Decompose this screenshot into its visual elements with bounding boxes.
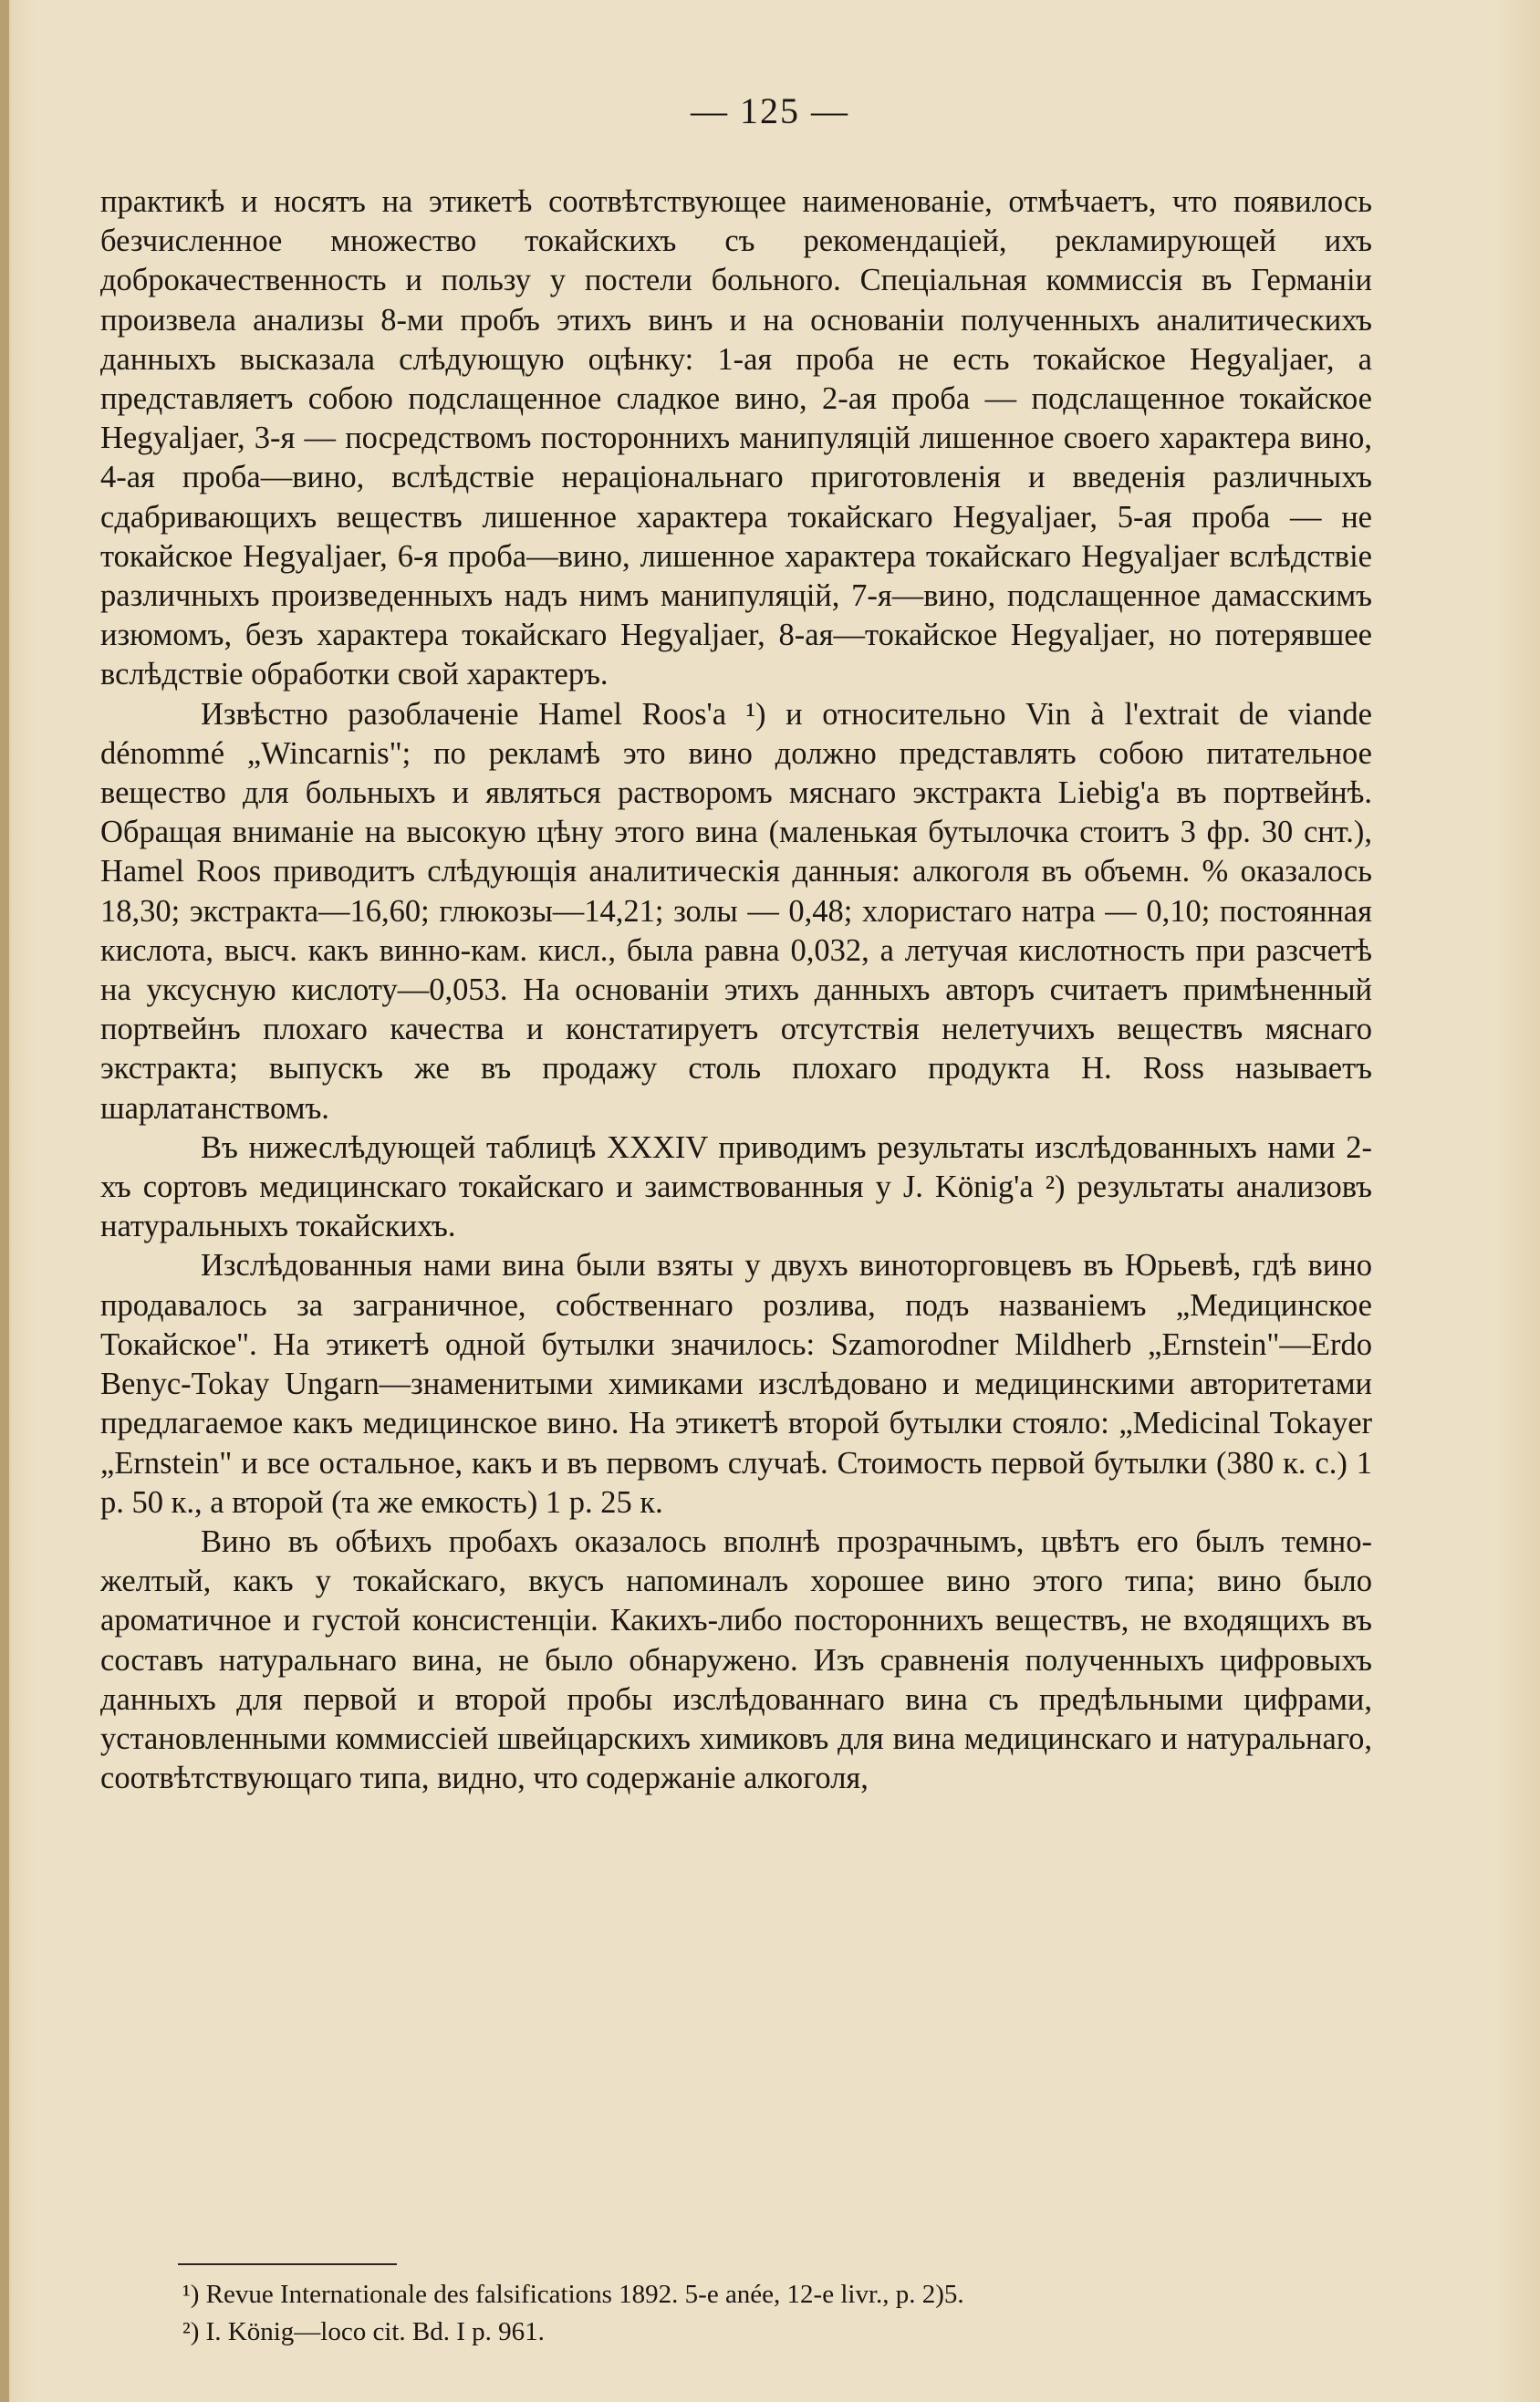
paragraph-results: Вино въ обѣихъ пробахъ оказалось вполнѣ прозрачнымъ, цвѣтъ его былъ темно-желтый, какъ у токайскаго, вкусъ напоминалъ хорошее вино этого типа; вино было ароматичное и густой консистенціи. Какихъ-либо постороннихъ веществъ, не входящихъ въ составъ натуральнаго вина, не было обнаружено. Изъ сравненія полученныхъ цифровыхъ данныхъ для первой и второй пробы изслѣдованнаго вина съ предѣльными цифрами, установленными коммиссіей швейцарскихъ химиковъ для вина медицинскаго и натуральнаго, соотвѣтствующаго типа, видно, что содержаніе алкоголя, [100, 1523, 1372, 1796]
main-text [100, 182, 1372, 1798]
paragraph-hamel-roos: Извѣстно разоблаченіе Hamel Roos'а ¹) и относительно Vin à l'extrait de viande dénommé „Wincarnis"; по рекламѣ это вино должно представлять собою питательное вещество для больныхъ и являться растворомъ мяснаго экстракта Liebig'а въ портвейнѣ. Обращая вниманіе на высокую цѣну этого вина (маленькая бутылочка стоитъ 3 фр. 30 снт.), Hamel Roos приводитъ слѣдующія аналитическія данныя: алкоголя въ объемн. % оказалось 18,30; экстракта—16,60; глюкозы—14,21; золы — 0,48; хлористаго натра — 0,10; постоянная кислота, высч. какъ винно-кам. кисл., была равна 0,032, а летучая кислотность при разсчетѣ на уксусную кислоту—0,053. На основаніи этихъ данныхъ авторъ считаетъ примѣненный портвейнъ плохаго качества и констатируетъ отсутствія нелетучихъ веществъ мяснаго экстракта; выпускъ же въ продажу столь плохаго продукта H. Ross называетъ шарлатанствомъ. [100, 696, 1372, 1126]
footnotes [182, 2276, 1368, 2351]
page-binding-edge [0, 0, 9, 2402]
paragraph-table-reference: Въ нижеслѣдующей таблицѣ XXXIV приводимъ результаты изслѣдованныхъ нами 2-хъ сортовъ медицинскаго токайскаго и заимствованныя у J. König'а ²) результаты анализовъ натуральныхъ токайскихъ. [100, 1129, 1372, 1244]
footnote-divider [178, 2263, 397, 2265]
footnote-1: ¹) Revue Internationale des falsifications 1892. 5-e anée, 12-e livr., p. 2)5. [182, 2280, 964, 2309]
footnote-2: ²) I. König—loco cit. Bd. I p. 961. [182, 2317, 545, 2346]
paragraph-continuation: практикѣ и носятъ на этикетѣ соотвѣтствующее наименованіе, отмѣчаетъ, что появилось безчисленное множество токайскихъ съ рекомендаціей, рекламирующей ихъ доброкачественность и пользу у постели больного. Спеціальная коммиссія въ Германіи произвела анализы 8-ми пробъ этихъ винъ и на основаніи полученныхъ аналитическихъ данныхъ высказала слѣдующую оцѣнку: 1-ая проба не есть токайское Hegyaljaer, а представляетъ собою подслащенное сладкое вино, 2-ая проба — подслащенное токайское Hegyaljaer, 3-я — посредствомъ постороннихъ манипуляцій лишенное своего характера вино, 4-ая проба—вино, вслѣдствіе нераціональнаго приготовленія и введенія различныхъ сдабривающихъ веществъ лишенное характера токайскаго Hegyaljaer, 5-ая проба — не токайское Hegyaljaer, 6-я проба—вино, лишенное характера токайскаго Hegyaljaer вслѣдствіе различныхъ произведенныхъ надъ нимъ манипуляцій, 7-я—вино, подслащенное дамасскимъ изюмомъ, безъ характера токайскаго Hegyaljaer, 8-ая—токайское Hegyaljaer, но потерявшее вслѣдствіе обработки свой характеръ. [100, 184, 1372, 692]
page-number: — 125 — [691, 90, 849, 131]
paragraph-samples: Изслѣдованныя нами вина были взяты у двухъ виноторговцевъ въ Юрьевѣ, гдѣ вино продавалось за заграничное, собственнаго розлива, подъ названіемъ „Медицинское Токайское". На этикетѣ одной бутылки значилось: Szamorodner Mildherb „Ernstein"—Erdo Benyc-Tokay Ungarn—знаменитыми химиками изслѣдовано и медицинскими авторитетами предлагаемое какъ медицинское вино. На этикетѣ второй бутылки стояло: „Medicinal Tokayer „Ernstein" и все остальное, какъ и въ первомъ случаѣ. Стоимость первой бутылки (380 к. с.) 1 р. 50 к., а второй (та же емкость) 1 р. 25 к. [100, 1248, 1372, 1520]
